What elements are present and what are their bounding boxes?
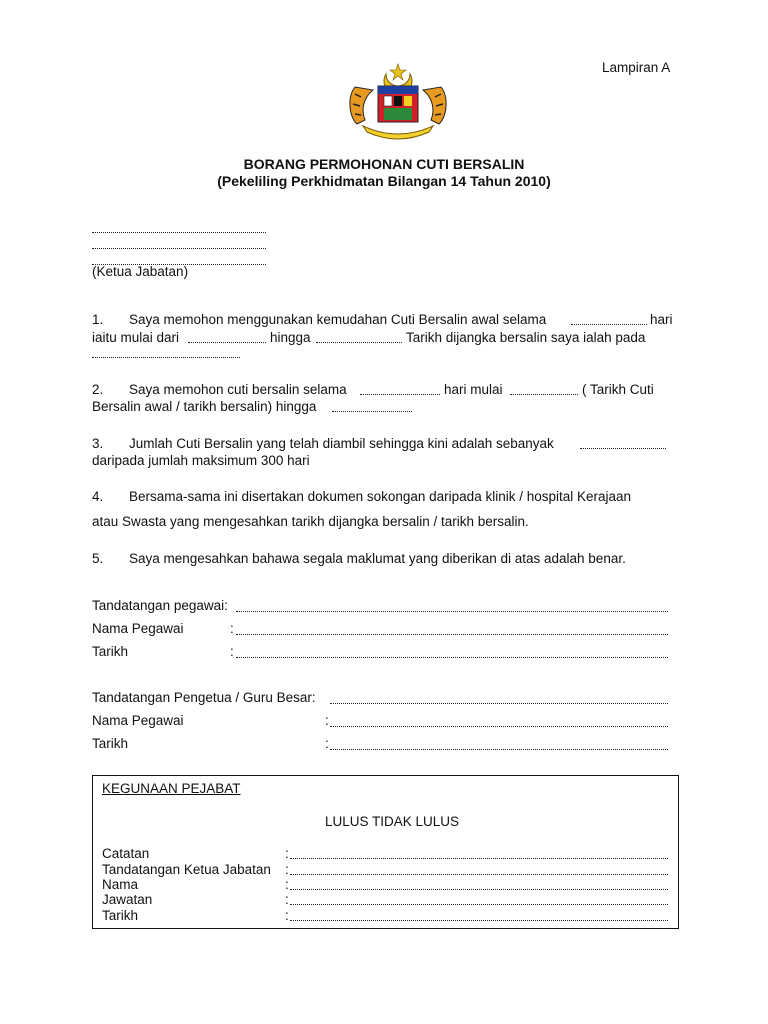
item-1-text-b: hari: [650, 312, 673, 327]
pengetua-date-field[interactable]: [330, 749, 668, 750]
item-1-days-field[interactable]: [571, 324, 647, 325]
item-2-text-a: Saya memohon cuti bersalin selama: [129, 382, 347, 397]
office-date-field[interactable]: [290, 920, 668, 921]
catatan-colon: :: [285, 846, 289, 861]
item-1-text-d: hingga: [270, 330, 311, 345]
item-2-text-b: hari mulai: [444, 382, 503, 397]
item-2-number: 2.: [92, 382, 104, 397]
ketua-jabatan-label: (Ketua Jabatan): [92, 264, 189, 279]
pegawai-signature-label: Tandatangan pegawai:: [92, 598, 228, 613]
lampiran-label: Lampiran A: [602, 60, 671, 75]
pegawai-name-field[interactable]: [236, 634, 668, 635]
item-5-number: 5.: [92, 551, 104, 566]
item-3-text-b: daripada jumlah maksimum 300 hari: [92, 453, 310, 468]
office-date-colon: :: [285, 908, 289, 923]
item-1-text-e: Tarikh dijangka bersalin saya ialah pada: [406, 330, 646, 345]
pegawai-date-field[interactable]: [236, 657, 668, 658]
item-2-until-field[interactable]: [332, 411, 412, 412]
pengetua-date-label: Tarikh: [92, 736, 129, 751]
item-3-text-a: Jumlah Cuti Bersalin yang telah diambil sehingga kini adalah sebanyak: [129, 436, 554, 451]
ketua-signature-colon: :: [285, 862, 289, 877]
crest-icon: [343, 62, 453, 142]
pegawai-name-label: Nama Pegawai: [92, 621, 184, 636]
jawatan-field[interactable]: [290, 904, 668, 905]
item-2-start-field[interactable]: [510, 394, 578, 395]
item-1-from-field[interactable]: [188, 342, 266, 343]
form-subtitle: (Pekeliling Perkhidmatan Bilangan 14 Tahun 2010): [217, 173, 551, 189]
form-title: BORANG PERMOHONAN CUTI BERSALIN: [243, 156, 525, 172]
ketua-signature-field[interactable]: [290, 874, 668, 875]
jawatan-label: Jawatan: [102, 892, 153, 907]
office-use-heading: KEGUNAAN PEJABAT: [102, 781, 241, 796]
pengetua-name-field[interactable]: [330, 726, 668, 727]
address-line-1[interactable]: [92, 232, 266, 233]
office-name-colon: :: [285, 877, 289, 892]
pengetua-name-colon: :: [325, 713, 329, 728]
catatan-field[interactable]: [290, 858, 668, 859]
ketua-signature-label: Tandatangan Ketua Jabatan: [102, 862, 271, 877]
item-1-text-c: iaitu mulai dari: [92, 330, 180, 345]
pengetua-signature-label: Tandatangan Pengetua / Guru Besar:: [92, 690, 316, 705]
item-1-number: 1.: [92, 312, 104, 327]
pengetua-date-colon: :: [325, 736, 329, 751]
item-4-text-a: Bersama-sama ini disertakan dokumen sokongan daripada klinik / hospital Kerajaan: [129, 489, 632, 504]
pegawai-signature-field[interactable]: [236, 611, 668, 612]
catatan-label: Catatan: [102, 846, 150, 861]
pegawai-name-colon: :: [230, 621, 234, 636]
item-3-total-field[interactable]: [580, 448, 666, 449]
item-1-until-field[interactable]: [316, 342, 402, 343]
pengetua-name-label: Nama Pegawai: [92, 713, 184, 728]
item-4-number: 4.: [92, 489, 104, 504]
item-1-expected-date-field[interactable]: [92, 357, 240, 358]
item-3-number: 3.: [92, 436, 104, 451]
item-2-text-d: Bersalin awal / tarikh bersalin) hingga: [92, 399, 317, 414]
pegawai-date-colon: :: [230, 644, 234, 659]
pengetua-signature-field[interactable]: [330, 703, 668, 704]
pegawai-date-label: Tarikh: [92, 644, 129, 659]
office-date-label: Tarikh: [102, 908, 139, 923]
jawatan-colon: :: [285, 892, 289, 907]
item-4-text-b: atau Swasta yang mengesahkan tarikh dijangka bersalin / tarikh bersalin.: [92, 514, 529, 529]
item-2-days-field[interactable]: [360, 394, 440, 395]
item-2-text-c: ( Tarikh Cuti: [582, 382, 654, 397]
office-use-box: [92, 775, 679, 929]
office-name-label: Nama: [102, 877, 139, 892]
item-5-text: Saya mengesahkan bahawa segala maklumat yang diberikan di atas adalah benar.: [129, 551, 626, 566]
address-line-2[interactable]: [92, 248, 266, 249]
item-1-text-a: Saya memohon menggunakan kemudahan Cuti Bersalin awal selama: [129, 312, 547, 327]
approval-status-text[interactable]: LULUS TIDAK LULUS: [325, 814, 460, 829]
office-name-field[interactable]: [290, 889, 668, 890]
